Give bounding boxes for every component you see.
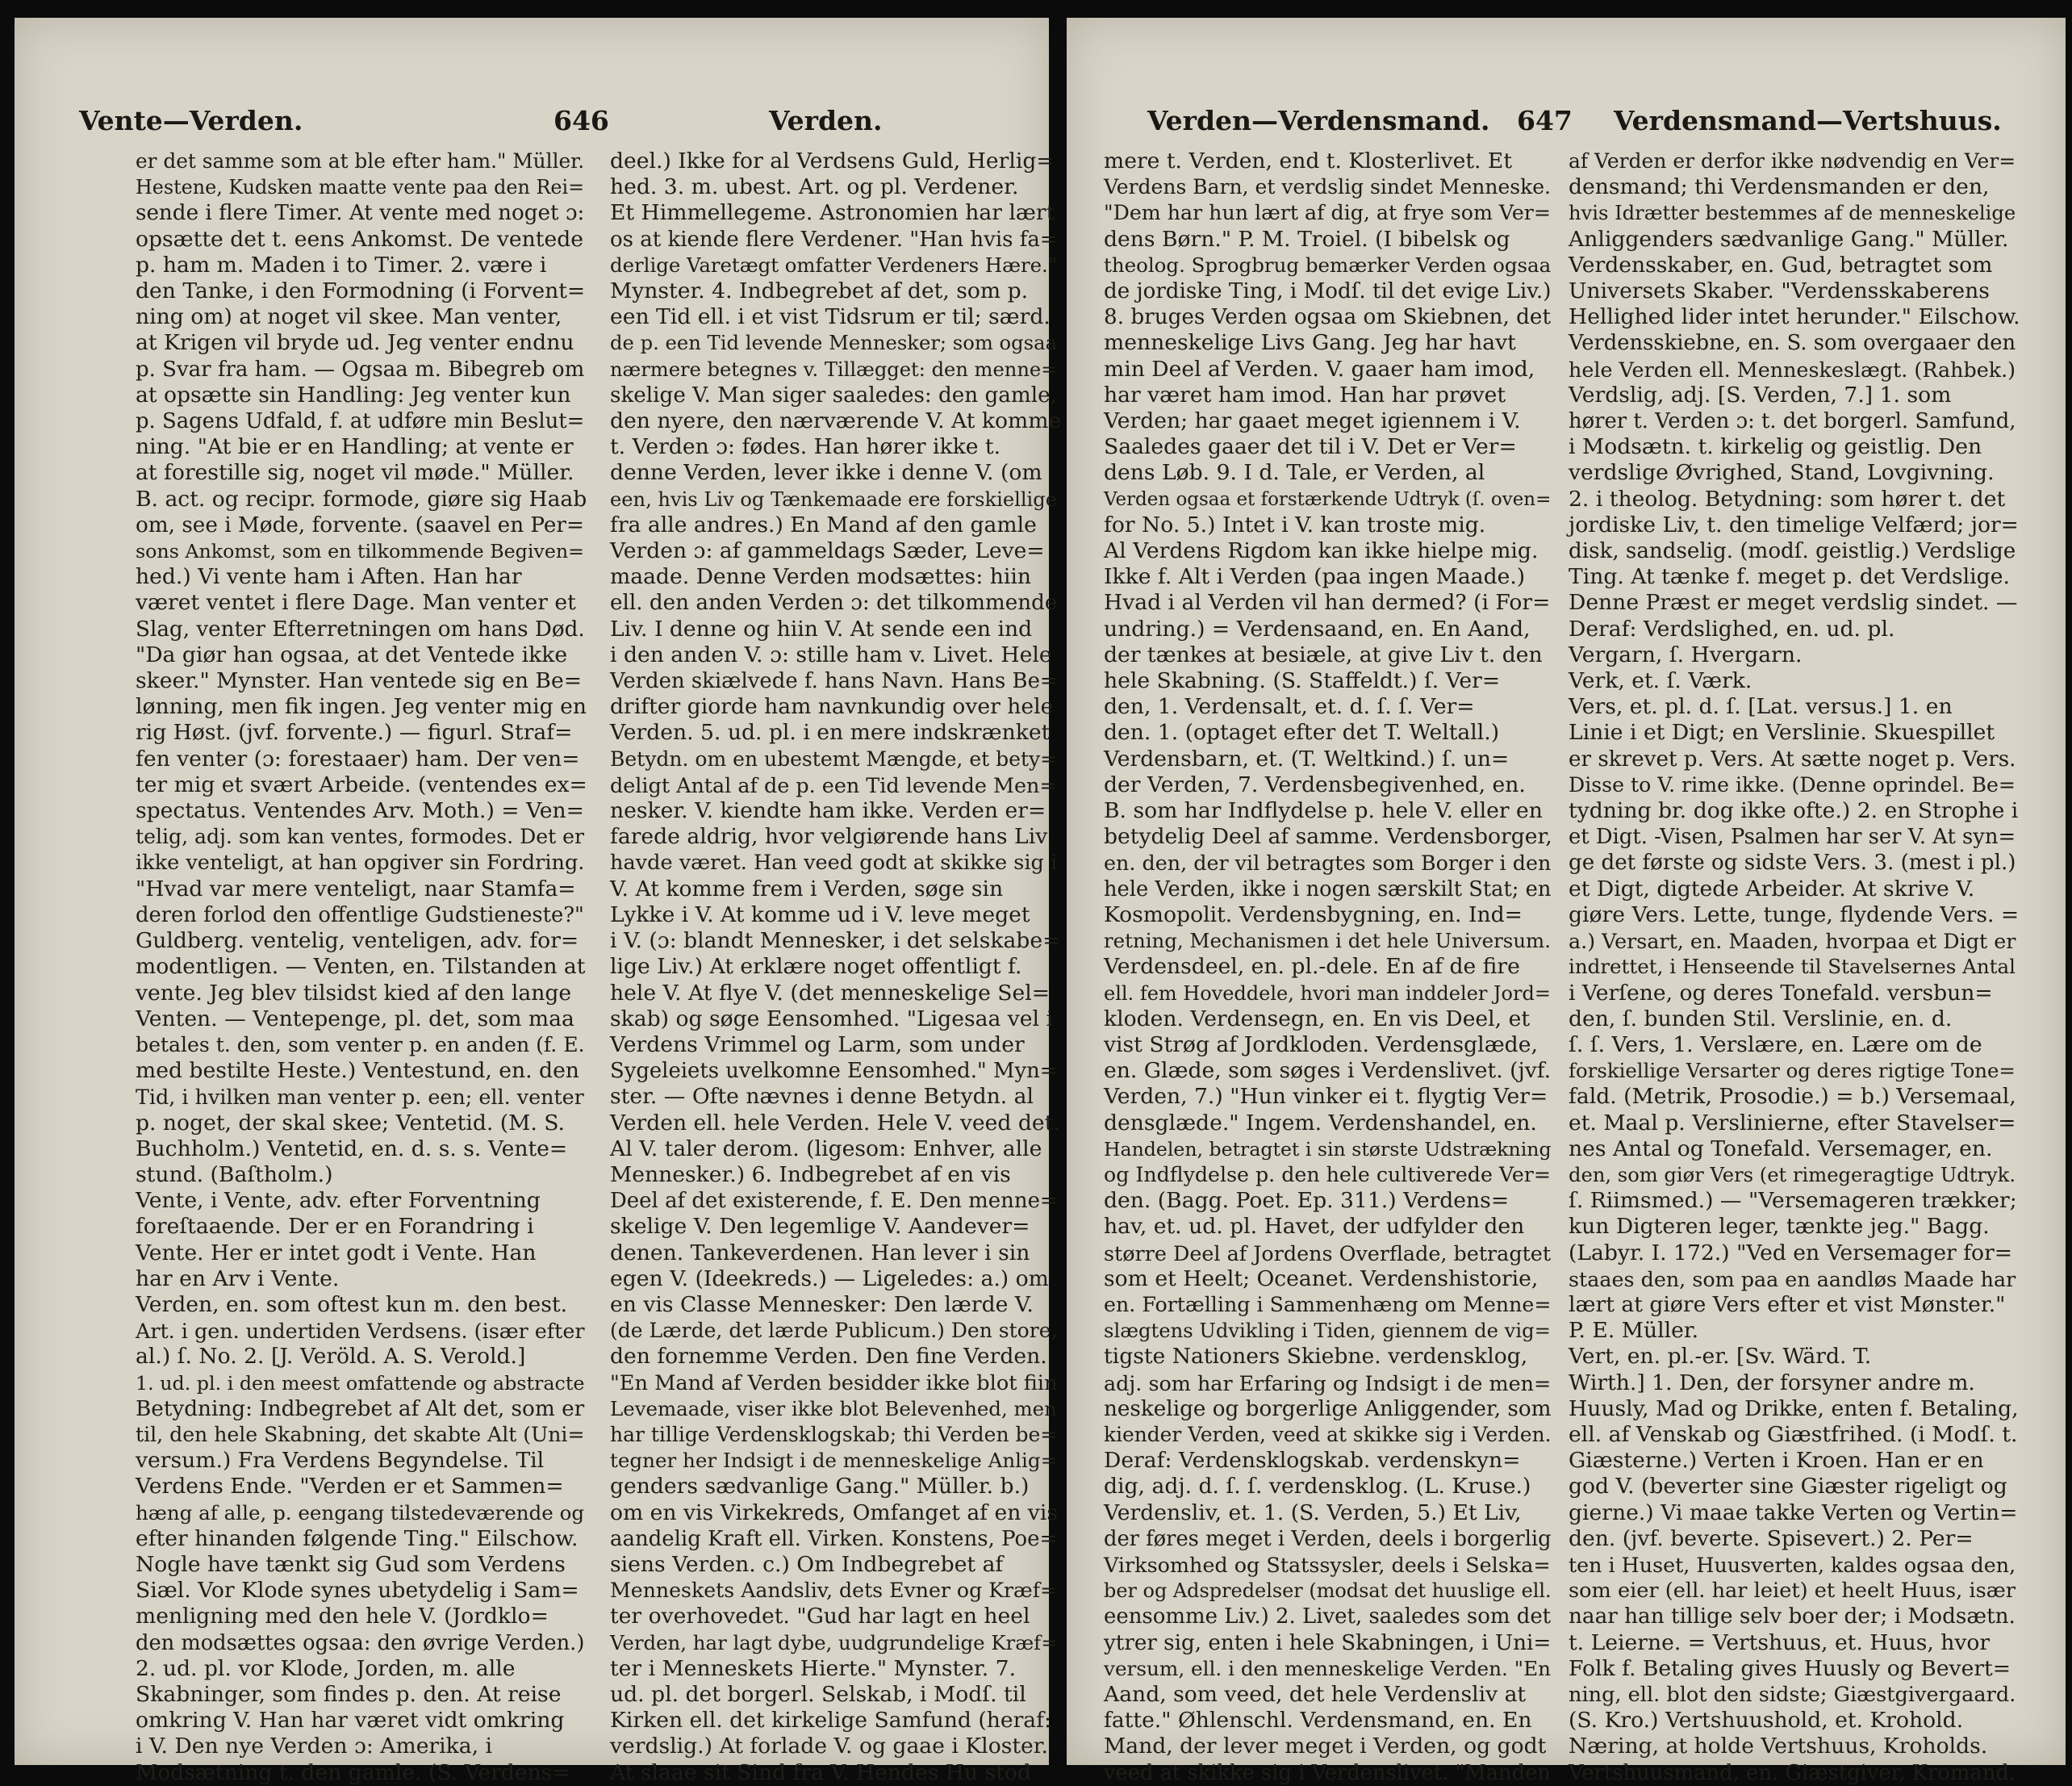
text-line: Hellighed lider intet herunder." Eilschow. (1569, 304, 2020, 330)
text-line: som et Heelt; Oceanet. Verdenshistorie, (1104, 1265, 1539, 1291)
left-page-column-2 (610, 148, 1062, 1786)
text-line: Liv. I denne og hiin V. At sende een ind (610, 616, 1033, 642)
text-line: deren forlod den offentlige Gudstieneste?" (136, 902, 584, 927)
text-line: B. act. og recipr. formode, giøre sig Haab (136, 486, 587, 512)
text-line: en. den, der vil betragtes som Borger i den (1104, 851, 1552, 876)
text-line: al.) ſ. No. 2. [J. Veröld. A. S. Verold.] (136, 1344, 526, 1370)
text-line: os at kiende flere Verdener. "Han hvis fa= (610, 227, 1058, 252)
text-line: ter overhovedet. "Gud har lagt en heel (610, 1604, 1030, 1629)
text-line: efter hinanden følgende Ting." Eilschow. (136, 1525, 579, 1551)
text-line: kiender Verden, veed at skikke sig i Verden. (1104, 1422, 1552, 1446)
text-line: hvis Idrætter bestemmes af de menneskelige (1569, 202, 2016, 225)
text-line: den, 1. Verdensalt, et. d. ſ. ſ. Ver= (1104, 694, 1475, 720)
text-line: Saaledes gaaer det til i V. Det er Ver= (1104, 434, 1517, 460)
text-line: Venten. — Ventepenge, pl. det, som maa (136, 1006, 574, 1031)
text-line: densmand; thi Verdensmanden er den, (1569, 174, 1990, 200)
text-line: ning om) at noget vil skee. Man venter, (136, 304, 562, 330)
text-line: er skrevet p. Vers. At sætte noget p. Vers. (1569, 747, 2016, 772)
text-line: Verden ell. hele Verden. Hele V. veed det. (610, 1110, 1060, 1136)
text-line: ning. "At bie er en Handling; at vente er (136, 434, 574, 460)
text-line: spectatus. Ventendes Arv. Moth.) = Ven= (136, 798, 584, 824)
text-line: p. Sagens Udfald, f. at udføre min Beslut= (136, 409, 585, 434)
text-line: p. noget, der skal skee; Ventetid. (M. S. (136, 1110, 565, 1136)
text-line: veed at skikke sig i Verdenslivet. "Manden (1104, 1760, 1551, 1785)
text-line: lært at giøre Vers efter et vist Mønster." (1569, 1291, 2006, 1317)
text-line: p. Svar fra ham. — Ogsaa m. Bibegreb om (136, 357, 585, 382)
text-line: et. Maal p. Verslinierne, efter Stavelser= (1569, 1110, 2016, 1136)
text-line: Levemaade, viser ikke blot Belevenhed, men (610, 1396, 1057, 1420)
text-line: indrettet, i Henseende til Stavelsernes Antal (1569, 955, 2016, 979)
text-line: gierne.) Vi maae takke Verten og Vertin= (1569, 1499, 2018, 1525)
text-line: et Digt, digtede Arbeider. At skrive V. (1569, 876, 1975, 901)
text-line: ud. pl. det borgerl. Selskab, i Modſ. til (610, 1681, 1026, 1707)
text-line: Deel af det existerende, f. E. Den menne= (610, 1189, 1058, 1214)
text-line: P. E. Müller. (1569, 1318, 1699, 1344)
text-line: genders sædvanlige Gang." Müller. b.) (610, 1474, 1030, 1499)
text-line: "En Mand af Verden besidder ikke blot fiin (610, 1370, 1058, 1395)
text-line: deligt Antal af de p. een Tid levende Men= (610, 772, 1057, 797)
text-line: fald. (Metrik, Prosodie.) = b.) Versemaal, (1569, 1084, 2016, 1110)
text-line: nærmere betegnes v. Tillægget: den menne= (610, 358, 1058, 381)
text-line: p. ham m. Maden i to Timer. 2. være i (136, 252, 547, 278)
text-line: der tænkes at besiæle, at give Liv t. den (1104, 642, 1543, 667)
text-line: den Tanke, i den Formodning (i Forvent= (136, 278, 586, 304)
text-line: ber og Adspredelser (modsat det huuslige ell. (1104, 1579, 1552, 1603)
text-line: en vis Classe Mennesker: Den lærde V. (610, 1291, 1034, 1317)
text-line: Nogle have tænkt sig Gud som Verdens (136, 1551, 566, 1577)
text-line: hæng af alle, p. eengang tilstedeværende og (136, 1500, 585, 1525)
text-line: der føres meget i Verden, deels i borgerlig (1104, 1526, 1552, 1551)
text-line: disk, sandselig. (modſ. geistlig.) Verdslige (1569, 539, 2016, 564)
running-head-right: Verdensmand—Vertshuus. (1614, 105, 2002, 136)
text-line: Mand, der lever meget i Verden, og godt (1104, 1734, 1547, 1759)
text-line: Næring, at holde Vertshuus, Kroholds. (1569, 1734, 1988, 1759)
text-line: tigste Nationers Skiebne. verdensklog, (1104, 1344, 1528, 1370)
text-line: t. Verden ɔ: fødes. Han hører ikke t. (610, 434, 1001, 460)
text-line: dig, adj. d. ſ. ſ. verdensklog. (L. Kruse.) (1104, 1474, 1531, 1499)
text-line: den, som giør Vers (et rimegeragtige Udtryk. (1569, 1163, 2016, 1186)
text-line: Wirth.] 1. Den, der forsyner andre m. (1569, 1370, 1975, 1395)
text-line: ge det første og sidste Vers. 3. (mest i pl.) (1569, 851, 2016, 876)
text-line: Verdensliv, et. 1. (S. Verden, 5.) Et Liv, (1104, 1499, 1522, 1525)
text-line: aandelig Kraft ell. Virken. Konstens, Poe= (610, 1526, 1058, 1551)
text-line: Aand, som veed, det hele Verdensliv at (1104, 1681, 1527, 1707)
text-line: denen. Tankeverdenen. Han lever i sin (610, 1240, 1030, 1265)
text-line: hav, et. ud. pl. Havet, der udfylder den (1104, 1214, 1525, 1240)
text-line: neskelige og borgerlige Anliggender, som (1104, 1396, 1552, 1421)
text-line: til, den hele Skabning, det skabte Alt (Uni= (136, 1422, 585, 1446)
page-number: 647 (1517, 105, 1573, 136)
text-line: ſ. ſ. Vers, 1. Verslære, en. Lære om de (1569, 1031, 1982, 1057)
text-line: Modsætning t. den gamle. (S. Verdens= (136, 1759, 570, 1785)
text-line: havde været. Han veed godt at skikke sig i (610, 851, 1058, 876)
text-line: retning, Mechanismen i det hele Universum. (1104, 929, 1551, 953)
text-line: et Digt. -Visen, Psalmen har ser V. At syn= (1569, 825, 2016, 850)
text-line: foreſtaaende. Der er en Forandring i (136, 1214, 534, 1240)
text-line: Huusly, Mad og Drikke, enten f. Betaling, (1569, 1395, 2019, 1421)
text-line: drifter giorde ham navnkundig over hele (610, 694, 1054, 720)
text-line: siens Verden. c.) Om Indbegrebet af (610, 1551, 1004, 1577)
text-line: skeer." Mynster. Han ventede sig en Be= (136, 668, 582, 694)
text-line: hele Verden ell. Menneskeslægt. (Rahbek.) (1569, 357, 2016, 382)
text-line: ten i Huset, Huusverten, kaldes ogsaa den, (1569, 1552, 2016, 1577)
text-line: Verdensbarn, et. (T. Weltkind.) ſ. un= (1104, 746, 1510, 772)
text-line: ell. fem Hoveddele, hvori man inddeler Jord= (1104, 981, 1551, 1005)
text-line: maade. Denne Verden modsættes: hiin (610, 564, 1031, 590)
left-page-column-1 (136, 148, 589, 1786)
text-line: ter mig et svært Arbeide. (ventendes ex= (136, 772, 587, 797)
text-line: har tillige Verdensklogskab; thi Verden be= (610, 1422, 1058, 1446)
text-line: Sygeleiets uvelkomne Eensomhed." Myn= (610, 1059, 1058, 1084)
text-line: Verden ɔ: af gammeldags Sæder, Leve= (610, 538, 1045, 564)
text-line: forskiellige Versarter og deres rigtige Tone= (1569, 1059, 2016, 1083)
text-line: Verden, har lagt dybe, uudgrundelige Kræf= (610, 1630, 1058, 1654)
text-line: "Da giør han ogsaa, at det Ventede ikke (136, 642, 568, 667)
text-line: Verden ogsaa et forstærkende Udtryk (ſ. oven= (1104, 488, 1552, 510)
text-line: staaes den, som paa en aandløs Maade har (1569, 1266, 2016, 1291)
text-line: Virksomhed og Statssysler, deels i Selska= (1104, 1552, 1551, 1577)
text-line: (Labyr. I. 172.) "Ved en Versemager for= (1569, 1240, 2013, 1265)
text-line: (de Lærde, det lærde Publicum.) Den store, (610, 1319, 1058, 1343)
text-line: Mennesker.) 6. Indbegrebet af en vis (610, 1161, 1011, 1187)
right-page-column-1 (1104, 148, 1556, 1786)
text-line: er det samme som at ble efter ham." Müller. (136, 149, 585, 173)
text-line: skab) og søge Eensomhed. "Ligesaa vel i (610, 1006, 1053, 1031)
text-line: Al V. taler derom. (ligesom: Enhver, alle (610, 1136, 1042, 1161)
text-line: Deraf: Verdensklogskab. verdenskyn= (1104, 1448, 1521, 1474)
text-line: fatte." Øhlenschl. Verdensmand, en. En (1104, 1708, 1532, 1734)
text-line: Verdensskiebne, en. S. som overgaaer den (1569, 331, 2016, 356)
text-line: at Krigen vil bryde ud. Jeg venter endnu (136, 330, 574, 356)
text-line: mere t. Verden, end t. Klosterlivet. Et (1104, 148, 1513, 174)
text-line: verdslig.) At forlade V. og gaae i Kloster. (610, 1734, 1049, 1759)
text-line: een, hvis Liv og Tænkemaade ere forskiellige (610, 487, 1057, 511)
text-line: og Indflydelse p. den hele cultiverede Ver= (1104, 1162, 1552, 1186)
text-line: Al Verdens Rigdom kan ikke hielpe mig. (1104, 538, 1539, 564)
text-line: Buchholm.) Ventetid, en. d. s. s. Vente= (136, 1136, 568, 1161)
text-line: Vente. Her er intet godt i Vente. Han (136, 1240, 537, 1265)
running-head-left: Vente—Verden. (79, 105, 303, 136)
text-line: Linie i et Digt; en Verslinie. Skuespillet (1569, 720, 1995, 746)
text-line: kun Digteren leger, tænkte jeg." Bagg. (1569, 1214, 1990, 1240)
page-number: 646 (554, 105, 609, 136)
text-line: dens Løb. 9. I d. Tale, er Verden, al (1104, 460, 1485, 486)
text-line: hed.) Vi vente ham i Aften. Han har (136, 564, 522, 590)
text-line: betales t. den, som venter p. en anden (f. E. (136, 1032, 585, 1056)
text-line: Folk f. Betaling gives Huusly og Bevert= (1569, 1655, 2011, 1681)
text-line: Verk, et. ſ. Værk. (1569, 668, 1752, 694)
text-line: ning, ell. blot den sidste; Giæstgivergaard. (1569, 1682, 2016, 1707)
text-line: Disse to V. rime ikke. (Denne oprindel. Be= (1569, 772, 2016, 797)
text-line: den nyere, den nærværende V. At komme (610, 408, 1062, 434)
text-line: i V. (ɔ: blandt Mennesker, i det selskabe= (610, 928, 1061, 954)
text-line: i Verſene, og deres Tonefald. versbun= (1569, 980, 1993, 1006)
text-line: versum.) Fra Verdens Begyndelse. Til (136, 1448, 545, 1474)
text-line: verdslige Øvrighed, Stand, Lovgivning. (1569, 460, 1995, 486)
text-line: Tid, i hvilken man venter p. een; ell. venter (136, 1085, 584, 1110)
text-line: den modsættes ogsaa: den øvrige Verden.) (136, 1630, 585, 1655)
text-line: en. Glæde, som søges i Verdenslivet. (jvf. (1104, 1058, 1552, 1084)
text-line: Art. i gen. undertiden Verdsens. (især efter (136, 1319, 585, 1344)
text-line: Menneskets Aandsliv, dets Evner og Kræf= (610, 1579, 1058, 1603)
text-line: kloden. Verdensegn, en. En vis Deel, et (1104, 1006, 1531, 1031)
text-line: Verden skiælvede f. hans Navn. Hans Be= (610, 669, 1058, 694)
text-line: Verdslig, adj. [S. Verden, 7.] 1. som (1569, 382, 1952, 408)
text-line: skelige V. Den legemlige V. Aandever= (610, 1214, 1030, 1240)
text-line: "Hvad var mere venteligt, naar Stamfa= (136, 876, 576, 901)
text-line: slægtens Udvikling i Tiden, giennem de vig= (1104, 1319, 1551, 1343)
text-line: at opsætte sin Handling: Jeg venter kun (136, 382, 571, 408)
left-page (15, 18, 1062, 1785)
text-line: Guldberg. ventelig, venteligen, adv. for= (136, 928, 579, 954)
text-line: Verdensskaber, en. Gud, betragtet som (1569, 252, 1993, 278)
text-line: god V. (beverter sine Giæster rigeligt og (1569, 1474, 2007, 1499)
text-line: har en Arv i Vente. (136, 1265, 340, 1291)
text-line: Verdens Vrimmel og Larm, som under (610, 1031, 1025, 1057)
text-line: betydelig Deel af samme. Verdensborger, (1104, 824, 1552, 850)
text-line: den fornemme Verden. Den fine Verden. (610, 1344, 1047, 1370)
text-line: den. (Bagg. Poet. Ep. 311.) Verdens= (1104, 1188, 1510, 1214)
text-line: vente. Jeg blev tilsidst kied af den lange (136, 980, 572, 1006)
text-line: Giæsterne.) Verten i Kroen. Han er en (1569, 1448, 1984, 1474)
text-line: dens Børn." P. M. Troiel. (I bibelsk og (1104, 226, 1510, 252)
text-line: hed. 3. m. ubest. Art. og pl. Verdener. (610, 174, 1019, 200)
text-line: Skabninger, som findes p. den. At reise (136, 1681, 562, 1707)
text-line: Vert, en. pl.-er. [Sv. Wärd. T. (1569, 1344, 1872, 1370)
right-page-header (1067, 74, 2066, 136)
text-line: Ikke f. Alt i Verden (paa ingen Maade.) (1104, 564, 1526, 590)
text-line: Verden. 5. ud. pl. i en mere indskrænket (610, 720, 1051, 746)
text-line: undring.) = Verdensaand, en. En Aand, (1104, 616, 1531, 642)
text-line: (S. Kro.) Vertshuushold, et. Krohold. (1569, 1708, 1964, 1734)
text-line: eensomme Liv.) 2. Livet, saaledes som det (1104, 1604, 1552, 1629)
text-line: nesker. V. kiendte ham ikke. Verden er= (610, 798, 1046, 824)
text-line: at forestille sig, noget vil møde." Müller. (136, 460, 574, 486)
text-line: hele V. At flye V. (det menneskelige Sel= (610, 980, 1051, 1006)
text-line: den, ſ. bunden Stil. Verslinie, en. d. (1569, 1006, 1953, 1031)
text-line: menneskelige Livs Gang. Jeg har havt (1104, 330, 1516, 356)
text-line: for No. 5.) Intet i V. kan troste mig. (1104, 512, 1486, 537)
text-line: i Modsætn. t. kirkelig og geistlig. Den (1569, 434, 1982, 460)
text-line: At slaae sit Sind fra V. Hendes Hu stod (610, 1759, 1031, 1785)
text-line: fen venter (ɔ: forestaaer) ham. Der ven= (136, 746, 580, 772)
text-line: Siæl. Vor Klode synes ubetydelig i Sam= (136, 1578, 579, 1604)
text-line: telig, adj. som kan ventes, formodes. Det er (136, 825, 585, 849)
text-line: tydning br. dog ikke ofte.) 2. en Strophe i (1569, 798, 2019, 824)
text-line: "Dem har hun lært af dig, at frye som Ver= (1104, 201, 1552, 225)
text-line: Betydn. om en ubestemt Mængde, et bety= (610, 747, 1058, 771)
text-line: omkring V. Han har været vidt omkring (136, 1708, 565, 1734)
text-line: ter i Menneskets Hierte." Mynster. 7. (610, 1655, 1017, 1681)
text-line: har været ham imod. Han har prøvet (1104, 382, 1506, 408)
text-line: om en vis Virkekreds, Omfanget af en vis (610, 1499, 1058, 1525)
text-line: modentligen. — Venten, en. Tilstanden at (136, 954, 586, 980)
text-line: Kirken ell. det kirkelige Samfund (heraf: (610, 1708, 1051, 1734)
text-line: 8. bruges Verden ogsaa om Skiebnen, det (1104, 305, 1551, 330)
text-line: der Verden, 7. Verdensbegivenhed, en. (1104, 772, 1526, 797)
text-line: hele Skabning. (S. Staffeldt.) ſ. Ver= (1104, 668, 1501, 694)
text-line: Betydning: Indbegrebet af Alt det, som er (136, 1396, 585, 1421)
running-head-right: Verden. (769, 105, 883, 136)
text-line: fra alle andres.) En Mand af den gamle (610, 512, 1037, 537)
text-line: Verden, en. som oftest kun m. den best. (136, 1291, 568, 1317)
text-line: den. (jvf. beverte. Spisevert.) 2. Per= (1569, 1525, 1974, 1551)
text-line: Hvad i al Verden vil han dermed? (i For= (1104, 590, 1551, 616)
text-line: i den anden V. ɔ: stille ham v. Livet. Hele (610, 642, 1052, 667)
text-line: Ting. At tænke f. meget p. det Verdslige. (1569, 564, 2010, 590)
text-line: om, see i Møde, forvente. (saavel en Per= (136, 512, 584, 537)
text-line: skelige V. Man siger saaledes: den gamle, (610, 383, 1057, 408)
text-line: theolog. Sprogbrug bemærker Verden ogsaa (1104, 253, 1552, 277)
text-line: 2. i theolog. Betydning: som hører t. det (1569, 486, 2006, 512)
text-line: Slag, venter Efterretningen om hans Død. (136, 617, 585, 642)
text-line: V. At komme frem i Verden, søge sin (610, 876, 1004, 901)
text-line: sende i flere Timer. At vente med noget ɔ: (136, 201, 585, 226)
text-line: vist Strøg af Jordkloden. Verdensglæde, (1104, 1031, 1538, 1057)
text-line: Hestene, Kudsken maatte vente paa den Rei= (136, 176, 585, 199)
running-head-left: Verden—Verdensmand. (1147, 105, 1490, 136)
text-line: min Deel af Verden. V. gaaer ham imod, (1104, 356, 1535, 382)
text-line: Verdens Ende. "Verden er et Sammen= (136, 1474, 564, 1499)
text-line: Denne Præst er meget verdslig sindet. — (1569, 590, 2018, 616)
text-line: været ventet i flere Dage. Man venter et (136, 590, 576, 616)
text-line: versum, ell. i den menneskelige Verden. "En (1104, 1656, 1552, 1680)
text-line: egen V. (Ideekreds.) — Ligeledes: a.) om (610, 1265, 1049, 1291)
text-line: en. Fortælling i Sammenhæng om Menne= (1104, 1292, 1552, 1316)
text-line: jordiske Liv, t. den timelige Velfærd; jor= (1569, 512, 2019, 537)
text-line: een Tid ell. i et vist Tidsrum er til; særd. (610, 304, 1051, 330)
text-line: ſ. Riimsmed.) — "Versemageren trækker; (1569, 1188, 2017, 1214)
text-line: deel.) Ikke for al Verdsens Guld, Herlig= (610, 148, 1055, 174)
text-line: Vergarn, ſ. Hvergarn. (1569, 642, 1803, 667)
text-line: ell. af Venskab og Giæstfrihed. (i Modſ. t. (1569, 1421, 2018, 1447)
text-line: Lykke i V. At komme ud i V. leve meget (610, 901, 1030, 927)
text-line: Handelen, betragtet i sin største Udstrækning (1104, 1137, 1552, 1161)
text-line: B. som har Indflydelse p. hele V. eller en (1104, 798, 1543, 824)
text-line: Kosmopolit. Verdensbygning, en. Ind= (1104, 901, 1523, 927)
right-page (1067, 18, 2066, 1785)
text-line: den. 1. (optaget efter det T. Weltall.) (1104, 720, 1500, 746)
text-line: ytrer sig, enten i hele Skabningen, i Uni= (1104, 1630, 1552, 1655)
text-line: nes Antal og Tonefald. Versemager, en. (1569, 1136, 1993, 1161)
text-line: hører t. Verden ɔ: t. det borgerl. Samfund, (1569, 409, 2016, 434)
text-line: Verden, 7.) "Hun vinker ei t. flygtig Ver= (1104, 1084, 1548, 1110)
text-line: adj. som har Erfaring og Indsigt i de men= (1104, 1370, 1552, 1395)
text-line: denne Verden, lever ikke i denne V. (om (610, 460, 1042, 486)
text-line: Verden; har gaaet meget igiennem i V. (1104, 408, 1521, 434)
text-line: naar han tillige selv boer der; i Modsætn. (1569, 1604, 2016, 1629)
text-line: derlige Varetægt omfatter Verdeners Hære." (610, 253, 1057, 277)
text-line: Universets Skaber. "Verdensskaberens (1569, 278, 1990, 304)
text-line: menligning med den hele V. (Jordklo= (136, 1604, 549, 1629)
text-line: farede aldrig, hvor velgiørende hans Liv (610, 824, 1048, 850)
text-line: 2. ud. pl. vor Klode, Jorden, m. alle (136, 1655, 516, 1681)
text-line: densglæde." Ingem. Verdenshandel, en. (1104, 1110, 1537, 1136)
text-line: giøre Vers. Lette, tunge, flydende Vers. = (1569, 901, 2020, 927)
text-line: stund. (Baſtholm.) (136, 1161, 333, 1187)
text-line: Verdensdeel, en. pl.-dele. En af de fire (1104, 954, 1520, 980)
text-line: sons Ankomst, som en tilkommende Begiven= (136, 540, 584, 563)
text-line: de p. een Tid levende Mennesker; som ogsaa (610, 331, 1058, 355)
left-page-header (15, 74, 1049, 136)
text-line: med bestilte Heste.) Ventestund, en. den (136, 1058, 579, 1084)
text-line: lønning, men fik ingen. Jeg venter mig en (136, 694, 587, 720)
text-line: Vertshuusmand, en. Giæstgiver, Kromand. (1569, 1760, 2016, 1785)
right-page-column-2 (1569, 148, 2020, 1786)
text-line: Et Himmellegeme. Astronomien har lært (610, 200, 1055, 226)
text-line: Verdens Barn, et verdslig sindet Menneske. (1104, 175, 1552, 199)
text-line: 1. ud. pl. i den meest omfattende og abstracte (136, 1371, 585, 1395)
text-line: rig Høst. (jvf. forvente.) — figurl. Straf= (136, 720, 573, 746)
text-line: Anliggenders sædvanlige Gang." Müller. (1569, 226, 2009, 252)
text-line: Vente, i Vente, adv. efter Forventning (136, 1188, 541, 1214)
text-line: som eier (ell. har leiet) et heelt Huus, især (1569, 1579, 2016, 1604)
text-line: af Verden er derfor ikke nødvendig en Ver= (1569, 149, 2016, 173)
text-line: opsætte det t. eens Ankomst. De ventede (136, 226, 583, 252)
text-line: tegner her Indsigt i de menneskelige Anlig= (610, 1449, 1058, 1473)
text-line: de jordiske Ting, i Modſ. til det evige Liv.) (1104, 279, 1552, 304)
text-line: større Deel af Jordens Overflade, betragtet (1104, 1240, 1552, 1265)
text-line: Vers, et. pl. d. ſ. [Lat. versus.] 1. en (1569, 694, 1953, 720)
text-line: Deraf: Verdslighed, en. ud. pl. (1569, 616, 1895, 642)
text-line: lige Liv.) At erklære noget offentligt f. (610, 954, 1022, 980)
text-line: ster. — Ofte nævnes i denne Betydn. al (610, 1084, 1034, 1110)
text-line: hele Verden, ikke i nogen særskilt Stat; en (1104, 876, 1552, 901)
text-line: a.) Versart, en. Maaden, hvorpaa et Digt er (1569, 929, 2016, 954)
text-line: Mynster. 4. Indbegrebet af det, som p. (610, 278, 1029, 304)
text-line: ell. den anden Verden ɔ: det tilkommende (610, 591, 1058, 616)
text-line: i V. Den nye Verden ɔ: Amerika, i (136, 1734, 493, 1759)
text-line: ikke venteligt, at han opgiver sin Fordring. (136, 851, 585, 876)
text-line: t. Leierne. = Vertshuus, et. Huus, hvor (1569, 1629, 1991, 1655)
